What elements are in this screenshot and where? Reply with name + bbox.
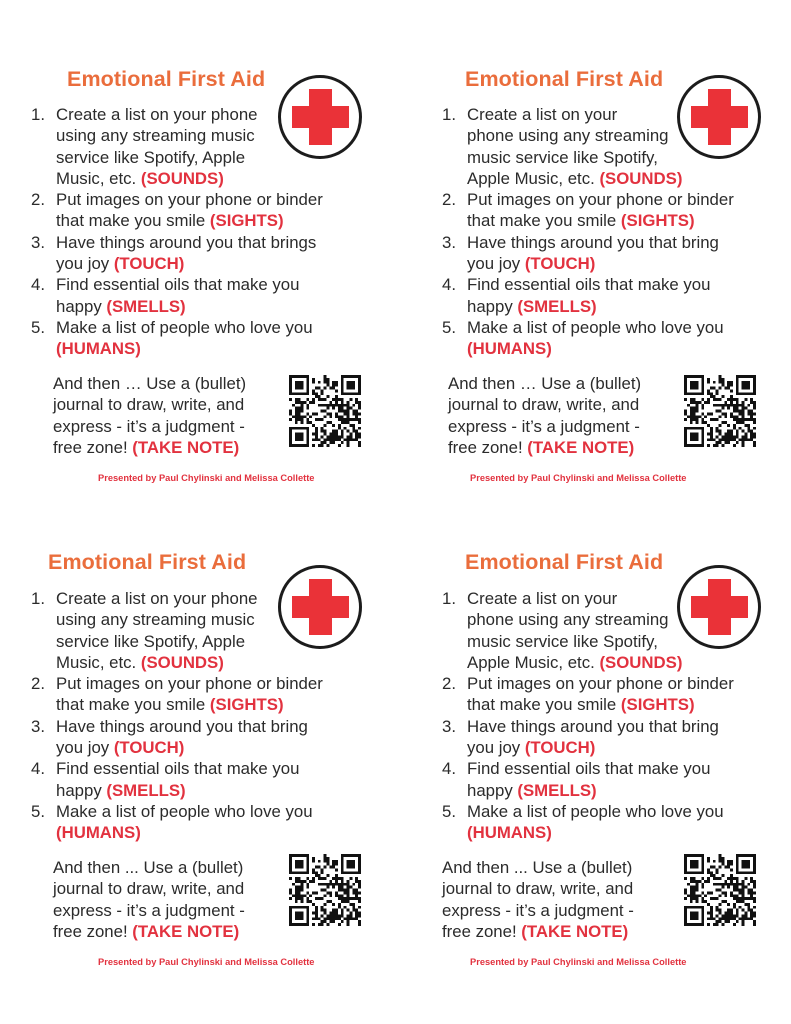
tip-number: 5. — [31, 801, 45, 821]
tip-text: that make you smile — [56, 211, 210, 231]
tip-text: Find essential oils that make you — [467, 759, 711, 779]
and-then-line — [442, 857, 634, 878]
tip-text: Find essential oils that make you — [467, 275, 711, 295]
sense-tag: (SIGHTS) — [620, 211, 695, 231]
tip-text: Create a list on your — [467, 589, 618, 608]
tip-number: 3. — [442, 716, 456, 736]
tip-text: Have things around you that bring — [467, 232, 719, 252]
tip-text: phone using any streaming — [467, 126, 669, 146]
tip-text: Make a list of people who love you — [56, 317, 313, 337]
tip-line — [467, 716, 734, 737]
and-then-text: journal to draw, write, and — [53, 879, 245, 899]
tip-text: you joy — [56, 254, 114, 274]
tip-line — [467, 780, 734, 801]
sense-tag: (SMELLS) — [517, 780, 597, 800]
take-note-tag: (TAKE NOTE) — [527, 437, 635, 457]
and-then-text: journal to draw, write, and — [448, 395, 640, 415]
tip-line — [467, 822, 734, 843]
tip-text: Find essential oils that make you — [56, 759, 300, 779]
tip-text: you joy — [467, 738, 525, 758]
and-then-text: express - it’s a judgment - — [53, 416, 245, 436]
sense-tag: (SMELLS) — [106, 780, 186, 800]
tip-text: happy — [56, 296, 107, 316]
tip-line — [467, 694, 734, 715]
sense-tag: (SIGHTS) — [209, 695, 284, 715]
and-then-line — [442, 878, 634, 899]
tip-number: 3. — [31, 232, 45, 252]
tip-text: that make you smile — [467, 211, 621, 231]
tip-text: service like Spotify, Apple — [56, 631, 246, 651]
and-then-text: free zone! — [442, 921, 522, 941]
tip-number: 2. — [442, 190, 456, 210]
tip-text: Put images on your phone or binder — [56, 190, 323, 210]
tip-text: Music, etc. — [56, 168, 141, 188]
tip-line — [467, 758, 734, 779]
tip-text: Make a list of people who love you — [56, 801, 313, 821]
and-then-text: And then ... Use a (bullet) — [53, 858, 244, 877]
tip-number: 5. — [442, 317, 456, 337]
sense-tag: (HUMANS) — [56, 823, 141, 843]
card-title: Emotional First Aid — [465, 67, 664, 91]
presenter-credit: Presented by Paul Chylinski and Melissa Collette — [98, 957, 315, 967]
tip-line — [467, 588, 734, 609]
card-title: Emotional First Aid — [48, 550, 247, 574]
card-title: Emotional First Aid — [465, 550, 664, 574]
and-then-text: free zone! — [448, 437, 528, 457]
tip-number: 4. — [442, 275, 456, 295]
and-then-paragraph — [442, 857, 634, 942]
tip-number: 3. — [442, 232, 456, 252]
and-then-text: And then ... Use a (bullet) — [442, 858, 633, 877]
sense-tag: (SIGHTS) — [209, 211, 284, 231]
card-title: Emotional First Aid — [67, 67, 266, 91]
and-then-text: express - it’s a judgment - — [448, 416, 640, 436]
tip-number: 1. — [31, 105, 45, 124]
sense-tag: (HUMANS) — [56, 339, 141, 359]
tip-text: you joy — [56, 738, 114, 758]
tip-line — [467, 609, 734, 630]
tip-number: 5. — [31, 317, 45, 337]
tip-text: Have things around you that brings — [56, 232, 317, 252]
tip-text: Create a list on your phone — [56, 105, 258, 124]
tip-number: 4. — [31, 759, 45, 779]
tip-text: Find essential oils that make you — [56, 275, 300, 295]
sense-tag: (TOUCH) — [113, 738, 185, 758]
tip-text: service like Spotify, Apple — [56, 147, 246, 167]
tip-text: Create a list on your phone — [56, 589, 258, 608]
sense-tag: (TOUCH) — [524, 254, 596, 274]
sense-tag: (TOUCH) — [524, 738, 596, 758]
sense-tag: (SOUNDS) — [140, 168, 224, 188]
tip-text: music service like Spotify, — [467, 631, 658, 651]
presenter-credit: Presented by Paul Chylinski and Melissa Collette — [470, 957, 687, 967]
tip-text: you joy — [467, 254, 525, 274]
tip-text: happy — [56, 780, 107, 800]
tip-text: using any streaming music — [56, 610, 255, 630]
sense-tag: (TOUCH) — [113, 254, 185, 274]
and-then-text: journal to draw, write, and — [442, 879, 634, 899]
tip-line — [467, 737, 734, 758]
and-then-text: express - it’s a judgment - — [442, 900, 634, 920]
tip-number: 4. — [31, 275, 45, 295]
tip-text: Apple Music, etc. — [467, 652, 600, 672]
tip-text: Have things around you that bring — [467, 716, 719, 736]
tip-item-3 — [442, 716, 734, 759]
presenter-credit: Presented by Paul Chylinski and Melissa Collette — [98, 473, 315, 483]
and-then-text: express - it’s a judgment - — [53, 900, 245, 920]
take-note-tag: (TAKE NOTE) — [132, 921, 240, 941]
tip-text: Music, etc. — [56, 652, 141, 672]
tip-number: 3. — [31, 716, 45, 736]
tip-text: that make you smile — [467, 695, 621, 715]
and-then-line — [442, 900, 634, 921]
tip-text: that make you smile — [56, 695, 210, 715]
tip-line — [467, 801, 734, 822]
and-then-text: And then … Use a (bullet) — [448, 374, 642, 393]
tip-text: Make a list of people who love you — [467, 317, 724, 337]
tip-text: Put images on your phone or binder — [467, 674, 734, 694]
tip-text: Apple Music, etc. — [467, 168, 600, 188]
take-note-tag: (TAKE NOTE) — [132, 437, 240, 457]
tip-text: happy — [467, 780, 518, 800]
and-then-text: And then … Use a (bullet) — [53, 374, 247, 393]
tip-text: Put images on your phone or binder — [467, 190, 734, 210]
sense-tag: (SOUNDS) — [140, 652, 224, 672]
tip-number: 2. — [31, 190, 45, 210]
sense-tag: (HUMANS) — [467, 339, 552, 359]
sense-tag: (SIGHTS) — [620, 695, 695, 715]
tip-number: 1. — [442, 589, 456, 608]
sense-tag: (SOUNDS) — [599, 168, 683, 188]
tip-line — [467, 652, 734, 673]
tip-number: 1. — [31, 589, 45, 608]
and-then-text: free zone! — [53, 437, 133, 457]
sense-tag: (SMELLS) — [517, 296, 597, 316]
sense-tag: (HUMANS) — [467, 823, 552, 843]
and-then-text: journal to draw, write, and — [53, 395, 245, 415]
tip-text: Put images on your phone or binder — [56, 674, 323, 694]
tip-number: 2. — [31, 674, 45, 694]
tip-text: using any streaming music — [56, 126, 255, 146]
tip-text: music service like Spotify, — [467, 147, 658, 167]
and-then-line — [442, 921, 634, 942]
tip-item-1 — [442, 588, 734, 673]
presenter-credit: Presented by Paul Chylinski and Melissa Collette — [470, 473, 687, 483]
tip-line — [467, 673, 734, 694]
sense-tag: (SMELLS) — [106, 296, 186, 316]
sense-tag: (SOUNDS) — [599, 652, 683, 672]
tip-text: Make a list of people who love you — [467, 801, 724, 821]
tip-number: 2. — [442, 674, 456, 694]
tip-item-2 — [442, 673, 734, 716]
tip-item-4 — [442, 758, 734, 801]
take-note-tag: (TAKE NOTE) — [521, 921, 629, 941]
tip-number: 5. — [442, 801, 456, 821]
tip-text: Create a list on your — [467, 105, 618, 124]
tip-text: Have things around you that bring — [56, 716, 308, 736]
tip-item-5 — [442, 801, 734, 844]
tips-list — [442, 588, 734, 844]
tip-line — [467, 631, 734, 652]
tip-number: 4. — [442, 759, 456, 779]
tip-text: happy — [467, 296, 518, 316]
tip-text: phone using any streaming — [467, 610, 669, 630]
and-then-text: free zone! — [53, 921, 133, 941]
tip-number: 1. — [442, 105, 456, 124]
qr-code-icon[interactable] — [684, 854, 756, 926]
